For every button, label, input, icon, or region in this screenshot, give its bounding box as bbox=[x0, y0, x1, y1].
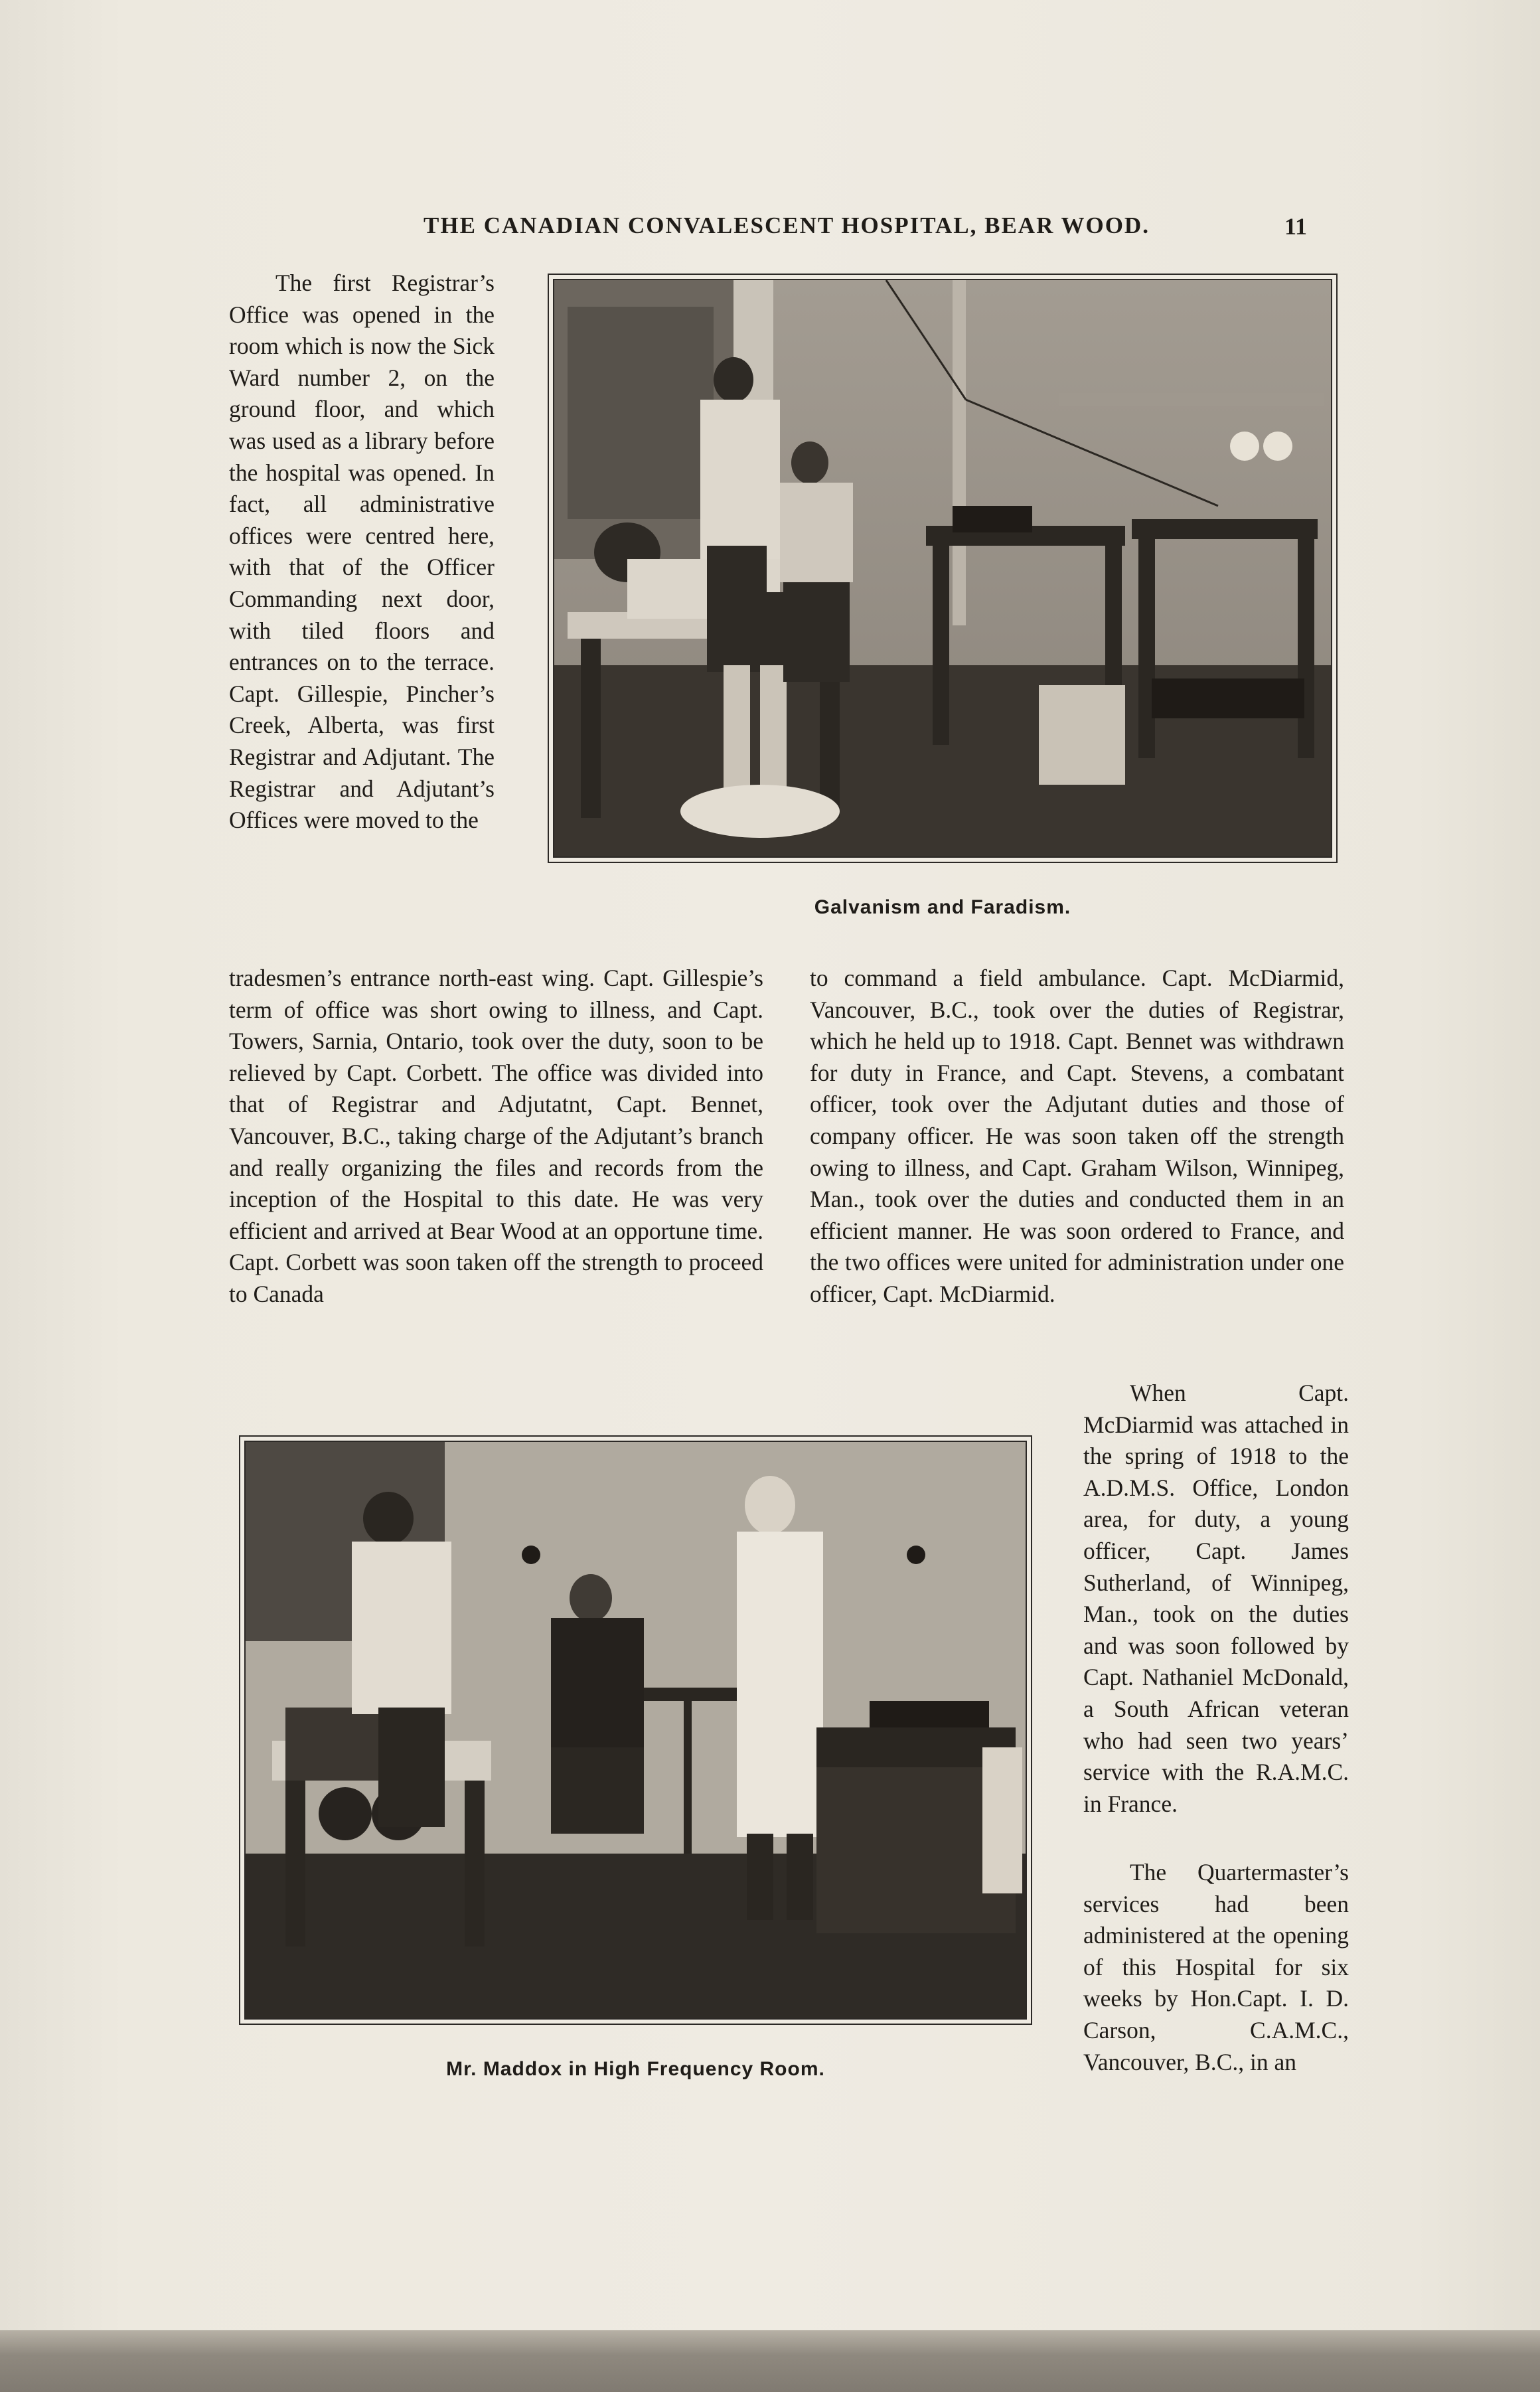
paragraph-registrar-office-left-column bbox=[229, 963, 763, 1311]
paragraph-quartermaster bbox=[1083, 1857, 1349, 2078]
paragraph-text: The Quartermaster’s services had been administered at the opening of this Hospital for six weeks by Hon.Capt. I. D. Carson, C.A.M.C., Vancouver, B.C., in an bbox=[1083, 1859, 1349, 2075]
paragraph-text: The first Registrar’s Office was opened in the room which is now the Sick Ward number 2, on the ground floor, and which was used as a library before the hospital was opened. In fact, all administrative offices were centred here, with that of the Officer Commanding next door, with tiled floors and entrances on to the terrace. Capt. Gillespie, Pincher’s Creek, Alberta, was first Registrar and Adjutant. The Registrar and Adjutant’s Offices were moved to the bbox=[229, 270, 495, 834]
photo-galvanism-faradism bbox=[548, 274, 1338, 863]
photo-frame bbox=[244, 1441, 1027, 2020]
running-header: THE CANADIAN CONVALESCENT HOSPITAL, BEAR WOOD. bbox=[424, 212, 1150, 238]
page-number: 11 bbox=[1284, 213, 1308, 240]
photo-frame bbox=[553, 279, 1332, 858]
paragraph-text: to command a field ambulance. Capt. McDiarmid, Vancouver, B.C., took over the duties of Registrar, which he held up to 1918. Capt. Bennet was withdrawn for duty in France, and Capt. Stevens, a combatant officer, took over the Adjutant duties and those of company officer. He was soon taken off the strength owing to illness, and Capt. Graham Wilson, Winnipeg, Man., took over the duties and conducted them in an efficient manner. He was soon ordered to France, and the two offices were united for administration under one officer, Capt. McDiarmid. bbox=[810, 965, 1344, 1307]
paragraph-text: tradesmen’s entrance north-east wing. Capt. Gillespie’s term of office was short owing to illness, and Capt. Towers, Sarnia, Ontario, took over the duty, soon to be relieved by Capt. Corbett. The office was divided into that of Registrar and Adjutatnt, Capt. Bennet, Vancouver, B.C., taking charge of the Adjutant’s branch and really organizing the files and records from the inception of the Hospital to this date. He was very efficient and arrived at Bear Wood at an opportune time. Capt. Corbett was soon taken off the strength to proceed to Canada bbox=[229, 965, 763, 1307]
photo-high-frequency-room bbox=[239, 1435, 1032, 2025]
paragraph-registrar-office-start bbox=[229, 268, 495, 837]
high-frequency-room-illustration bbox=[246, 1442, 1026, 2018]
paragraph-mcdiarmid-successors bbox=[1083, 1378, 1349, 1820]
paragraph-text: When Capt. McDiarmid was attached in the spring of 1918 to the A.D.M.S. Office, London area, for duty, a young officer, Capt. James Sutherland, of Winnipeg, Man., took on the duties and was soon followed by Capt. Nathaniel McDonald, a South African veteran who had seen two years’ service with the R.A.M.C. in France. bbox=[1083, 1380, 1349, 1817]
scan-bottom-edge bbox=[0, 2330, 1540, 2392]
caption-high-frequency-room: Mr. Maddox in High Frequency Room. bbox=[446, 2058, 825, 2080]
paragraph-registrar-office-right-column bbox=[810, 963, 1344, 1311]
caption-galvanism-faradism: Galvanism and Faradism. bbox=[814, 896, 1071, 918]
electrotherapy-room-illustration bbox=[554, 280, 1331, 856]
